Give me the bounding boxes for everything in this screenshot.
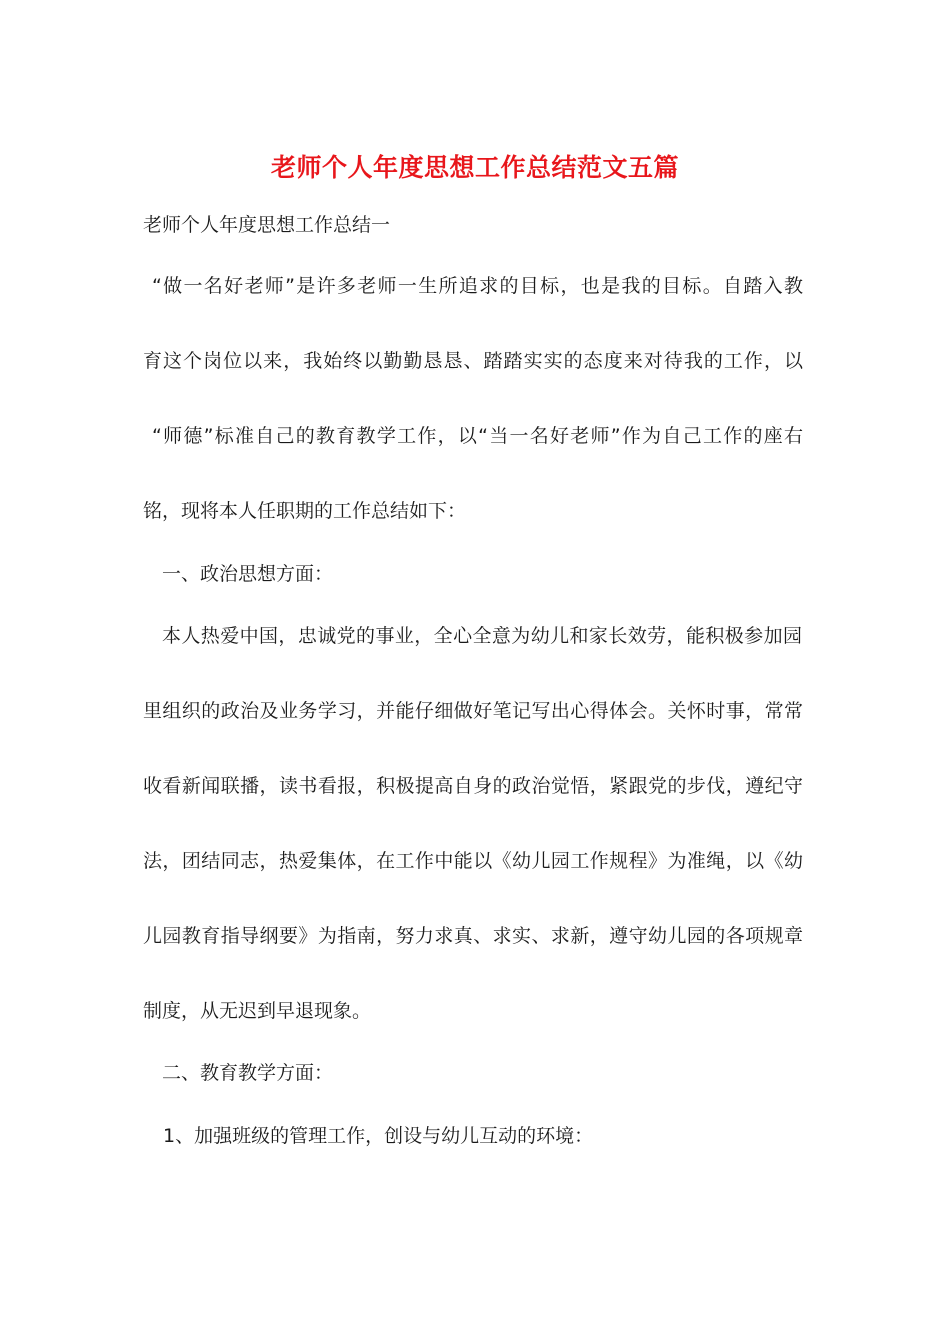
paragraph-line: 法，团结同志，热爱集体，在工作中能以《幼儿园工作规程》为准绳，以《幼 bbox=[143, 850, 803, 872]
document-title: 老师个人年度思想工作总结范文五篇 bbox=[270, 153, 679, 182]
paragraph-line: 制度，从无迟到早退现象。 bbox=[143, 1000, 372, 1022]
paragraph-line: 育这个岗位以来，我始终以勤勤恳恳、踏踏实实的态度来对待我的工作，以 bbox=[143, 350, 803, 372]
paragraph-line: 收看新闻联播，读书看报，积极提高自身的政治觉悟，紧跟党的步伐，遵纪守 bbox=[143, 775, 803, 797]
paragraph-line: 儿园教育指导纲要》为指南，努力求真、求实、求新，遵守幼儿园的各项规章 bbox=[143, 925, 803, 947]
paragraph-line: “做一名好老师”是许多老师一生所追求的目标，也是我的目标。自踏入教 bbox=[152, 275, 803, 297]
paragraph-line: 铭，现将本人任职期的工作总结如下： bbox=[143, 500, 467, 522]
paragraph-line: 本人热爱中国，忠诚党的事业，全心全意为幼儿和家长效劳，能积极参加园 bbox=[162, 625, 802, 647]
section-heading: 老师个人年度思想工作总结一 bbox=[143, 214, 391, 236]
subheading: 二、教育教学方面： bbox=[162, 1062, 334, 1084]
subheading: 一、政治思想方面： bbox=[162, 563, 334, 585]
paragraph-line: “师德”标准自己的教育教学工作，以“当一名好老师”作为自己工作的座右 bbox=[152, 425, 803, 447]
paragraph-line: 里组织的政治及业务学习，并能仔细做好笔记写出心得体会。关怀时事，常常 bbox=[143, 700, 803, 722]
list-item: 1、加强班级的管理工作，创设与幼儿互动的环境： bbox=[163, 1125, 594, 1147]
